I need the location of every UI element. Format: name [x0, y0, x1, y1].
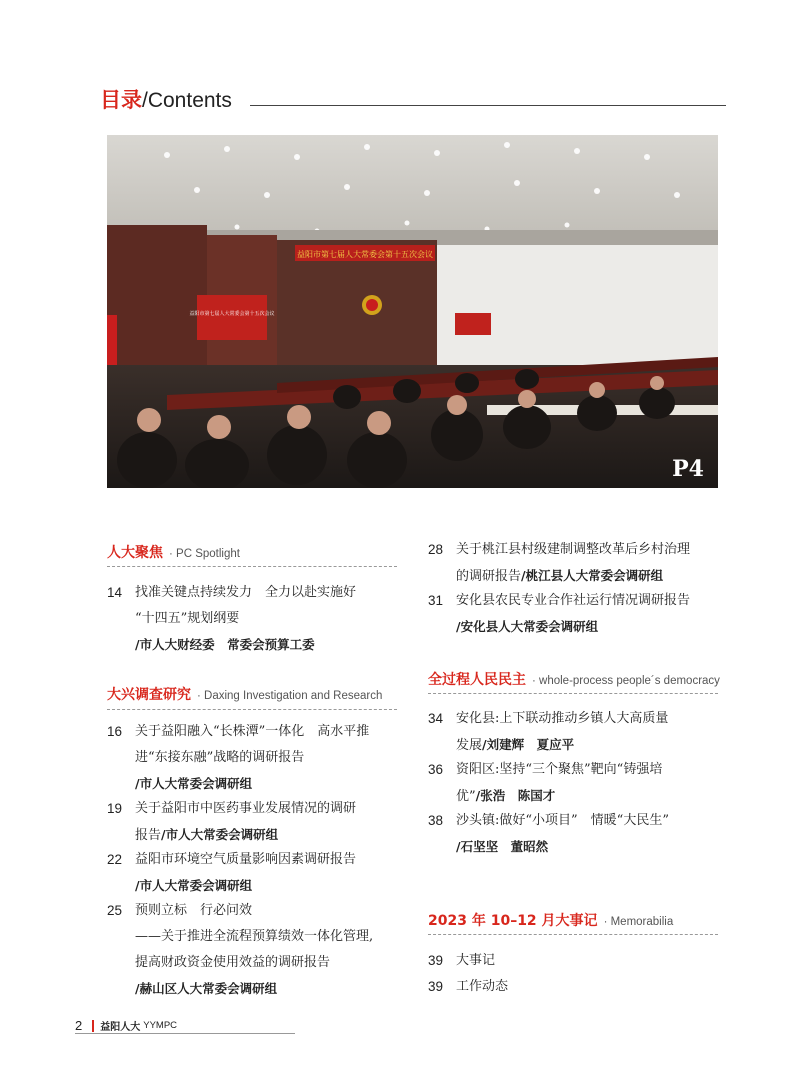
- section-title-spotlight: [107, 542, 240, 562]
- section-title-democracy: [428, 669, 720, 689]
- section-divider: [428, 693, 718, 694]
- toc-entry[interactable]: [107, 847, 356, 899]
- toc-page-number: 28: [428, 542, 444, 557]
- toc-entry-author: /市人大常委会调研组: [135, 878, 253, 893]
- toc-entry-title: 沙头镇:做好“小项目” 情暖“大民生”: [456, 813, 669, 828]
- toc-entry-title: 资阳区:坚持“三个聚焦”靶向“铸强培: [456, 762, 663, 777]
- contents-header: [100, 84, 232, 114]
- header-rule: [250, 105, 726, 106]
- header-title-cn: 目录: [100, 88, 142, 112]
- section-title-cn: 人大聚焦: [107, 545, 163, 561]
- toc-entry-title: “十四五”规划纲要: [135, 611, 240, 626]
- section-divider: [107, 566, 397, 567]
- section-title-en: · Daxing Investigation and Research: [197, 690, 383, 702]
- footer-divider: [92, 1020, 94, 1032]
- toc-entry-title: 安化县农民专业合作社运行情况调研报告: [456, 593, 691, 608]
- section-divider: [428, 934, 718, 935]
- toc-entry[interactable]: [428, 588, 690, 640]
- toc-entry[interactable]: [428, 537, 690, 590]
- toc-page-number: 39: [428, 979, 444, 994]
- toc-entry[interactable]: [107, 898, 373, 1002]
- toc-entry-title: 报告: [135, 828, 162, 843]
- toc-entry-title: 提高财政资金使用效益的调研报告: [135, 955, 331, 970]
- section-title-cn: 全过程人民民主: [428, 672, 526, 688]
- toc-page-number: 22: [107, 852, 123, 867]
- toc-page-number: 19: [107, 801, 123, 816]
- section-title-memorabilia: [428, 910, 673, 930]
- toc-entry[interactable]: [107, 719, 369, 797]
- section-title-en: · whole-process people´s democracy: [532, 675, 720, 687]
- toc-entry[interactable]: [107, 580, 356, 658]
- toc-entry[interactable]: [428, 808, 669, 860]
- toc-entry-title: 的调研报告: [456, 569, 522, 584]
- toc-entry[interactable]: [428, 948, 495, 974]
- page-footer: [75, 1018, 177, 1033]
- toc-entry-title: ——关于推进全流程预算绩效一体化管理,: [135, 929, 374, 944]
- toc-entry-author: /石坚坚 董昭然: [456, 839, 549, 854]
- toc-page-number: 16: [107, 724, 123, 739]
- toc-entry-author: /刘建辉 夏应平: [482, 737, 575, 752]
- toc-page-number: 36: [428, 762, 444, 777]
- section-title-en: · PC Spotlight: [169, 548, 240, 560]
- toc-entry-title: 关于益阳融入“长株潭”一体化 高水平推: [135, 724, 370, 739]
- photo-page-ref: P4: [672, 456, 704, 482]
- toc-entry-author: /桃江县人大常委会调研组: [521, 568, 664, 583]
- toc-entry[interactable]: [428, 706, 668, 759]
- toc-entry-title: 发展: [456, 738, 483, 753]
- section-title-en: · Memorabilia: [603, 916, 674, 928]
- section-title-investigation: [107, 684, 382, 704]
- toc-entry-author: /张浩 陈国才: [475, 788, 556, 803]
- toc-page-number: 25: [107, 903, 123, 918]
- toc-entry-author: /赫山区人大常委会调研组: [135, 981, 278, 996]
- toc-entry-title: 预则立标 行必问效: [135, 903, 253, 918]
- toc-entry-title: 安化县:上下联动推动乡镇人大高质量: [456, 711, 669, 726]
- toc-entry-title: 找准关键点持续发力 全力以赴实施好: [135, 585, 357, 600]
- photo-screen-text: 益阳市第七届人大常委会第十五次会议: [189, 311, 275, 317]
- toc-entry-title: 关于桃江县村级建制调整改革后乡村治理: [456, 542, 691, 557]
- section-title-cn: 2023 年 10–12 月大事记: [428, 913, 598, 929]
- meeting-photo: [107, 135, 718, 488]
- toc-entry-title: 大事记: [456, 953, 496, 968]
- publication-name: 益阳人大: [100, 1022, 141, 1033]
- section-divider: [107, 709, 397, 710]
- page-number: 2: [75, 1018, 83, 1033]
- toc-page-number: 31: [428, 593, 444, 608]
- toc-entry-title: 工作动态: [456, 979, 509, 994]
- footer-rule: [75, 1033, 295, 1034]
- photo-banner-text: 益阳市第七届人大常委会第十五次会议: [297, 250, 433, 259]
- toc-page-number: 39: [428, 953, 444, 968]
- publication-code: YYMPC: [143, 1020, 178, 1031]
- toc-entry-title: 优”: [456, 789, 476, 804]
- toc-entry-author: /市人大常委会调研组: [161, 827, 279, 842]
- toc-entry-title: 关于益阳市中医药事业发展情况的调研: [135, 801, 357, 816]
- toc-entry-author: /市人大常委会调研组: [135, 776, 253, 791]
- toc-page-number: 38: [428, 813, 444, 828]
- toc-page-number: 14: [107, 585, 123, 600]
- toc-entry[interactable]: [107, 796, 356, 849]
- toc-entry[interactable]: [428, 757, 662, 810]
- toc-entry[interactable]: [428, 974, 508, 1000]
- meeting-hall-illustration: [107, 135, 718, 488]
- section-title-cn: 大兴调查研究: [107, 687, 191, 703]
- header-title-en: /Contents: [142, 89, 232, 112]
- toc-entry-title: 进“东接东融”战略的调研报告: [135, 750, 305, 765]
- toc-page-number: 34: [428, 711, 444, 726]
- toc-entry-author: /安化县人大常委会调研组: [456, 619, 599, 634]
- toc-entry-author: /市人大财经委 常委会预算工委: [135, 637, 315, 652]
- toc-entry-title: 益阳市环境空气质量影响因素调研报告: [135, 852, 357, 867]
